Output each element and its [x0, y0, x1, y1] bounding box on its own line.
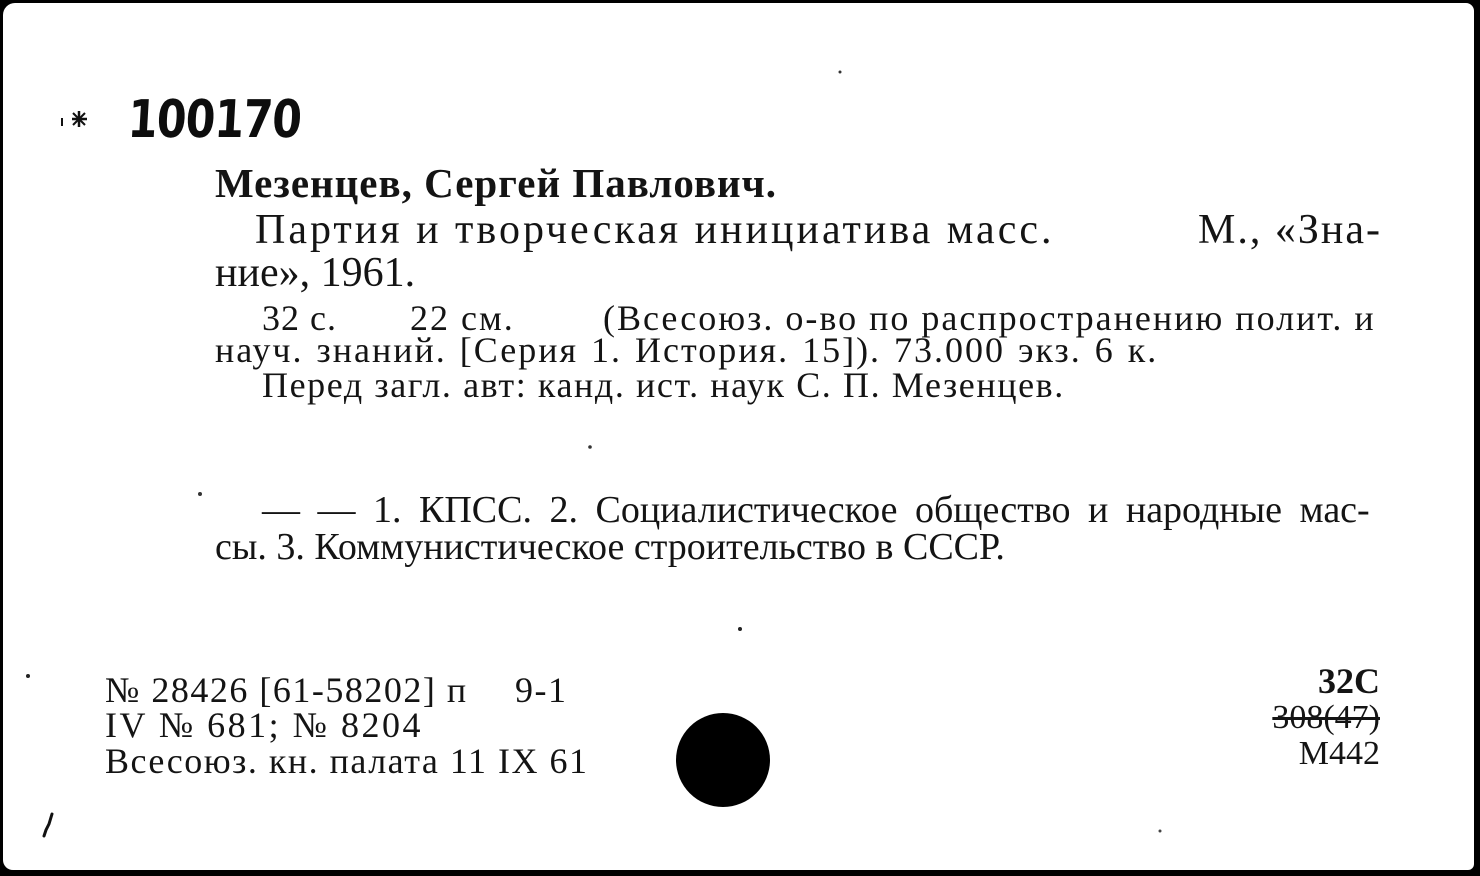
subject-headings-line2: сы. 3. Коммунистическое строительство в СССР.: [215, 526, 1005, 568]
publisher-code-number: № 28426 [61-58202] п: [105, 670, 468, 710]
author-note: Перед загл. авт: канд. ист. наук С. П. Мезенцев.: [262, 365, 1065, 405]
publisher-code-print: 9-1: [515, 670, 568, 710]
subject-headings-line1: — — 1. КПСС. 2. Социалистическое общество и народные мас-: [262, 489, 1370, 531]
page-count: 32 с.: [262, 298, 337, 338]
imprint-start: М., «Зна-: [1198, 207, 1382, 253]
imprint-end: ние», 1961.: [215, 250, 416, 296]
author-heading: Мезенцев, Сергей Павлович.: [215, 160, 777, 206]
star-mark-icon: [58, 106, 90, 130]
book-title: Партия и творческая инициатива масс.: [255, 207, 1055, 253]
classification-code: 32С: [1318, 661, 1380, 701]
struck-classification-code: 308(47): [1272, 699, 1380, 736]
inventory-number: 100170: [126, 90, 303, 150]
publisher-code-line3: Всесоюз. кн. палата 11 IX 61: [105, 741, 589, 781]
publisher-code-line2: IV № 681; № 8204: [105, 705, 424, 745]
pen-tick-icon: [40, 812, 56, 838]
series-note-line2: науч. знаний. [Серия 1. История. 15]). 73.000 экз. 6 к.: [215, 330, 1159, 370]
book-size: 22 см.: [410, 298, 515, 338]
author-mark: М442: [1298, 735, 1380, 772]
punch-hole: [676, 713, 770, 807]
series-note-line1: (Всесоюз. о-во по распространению полит. и: [603, 298, 1376, 338]
